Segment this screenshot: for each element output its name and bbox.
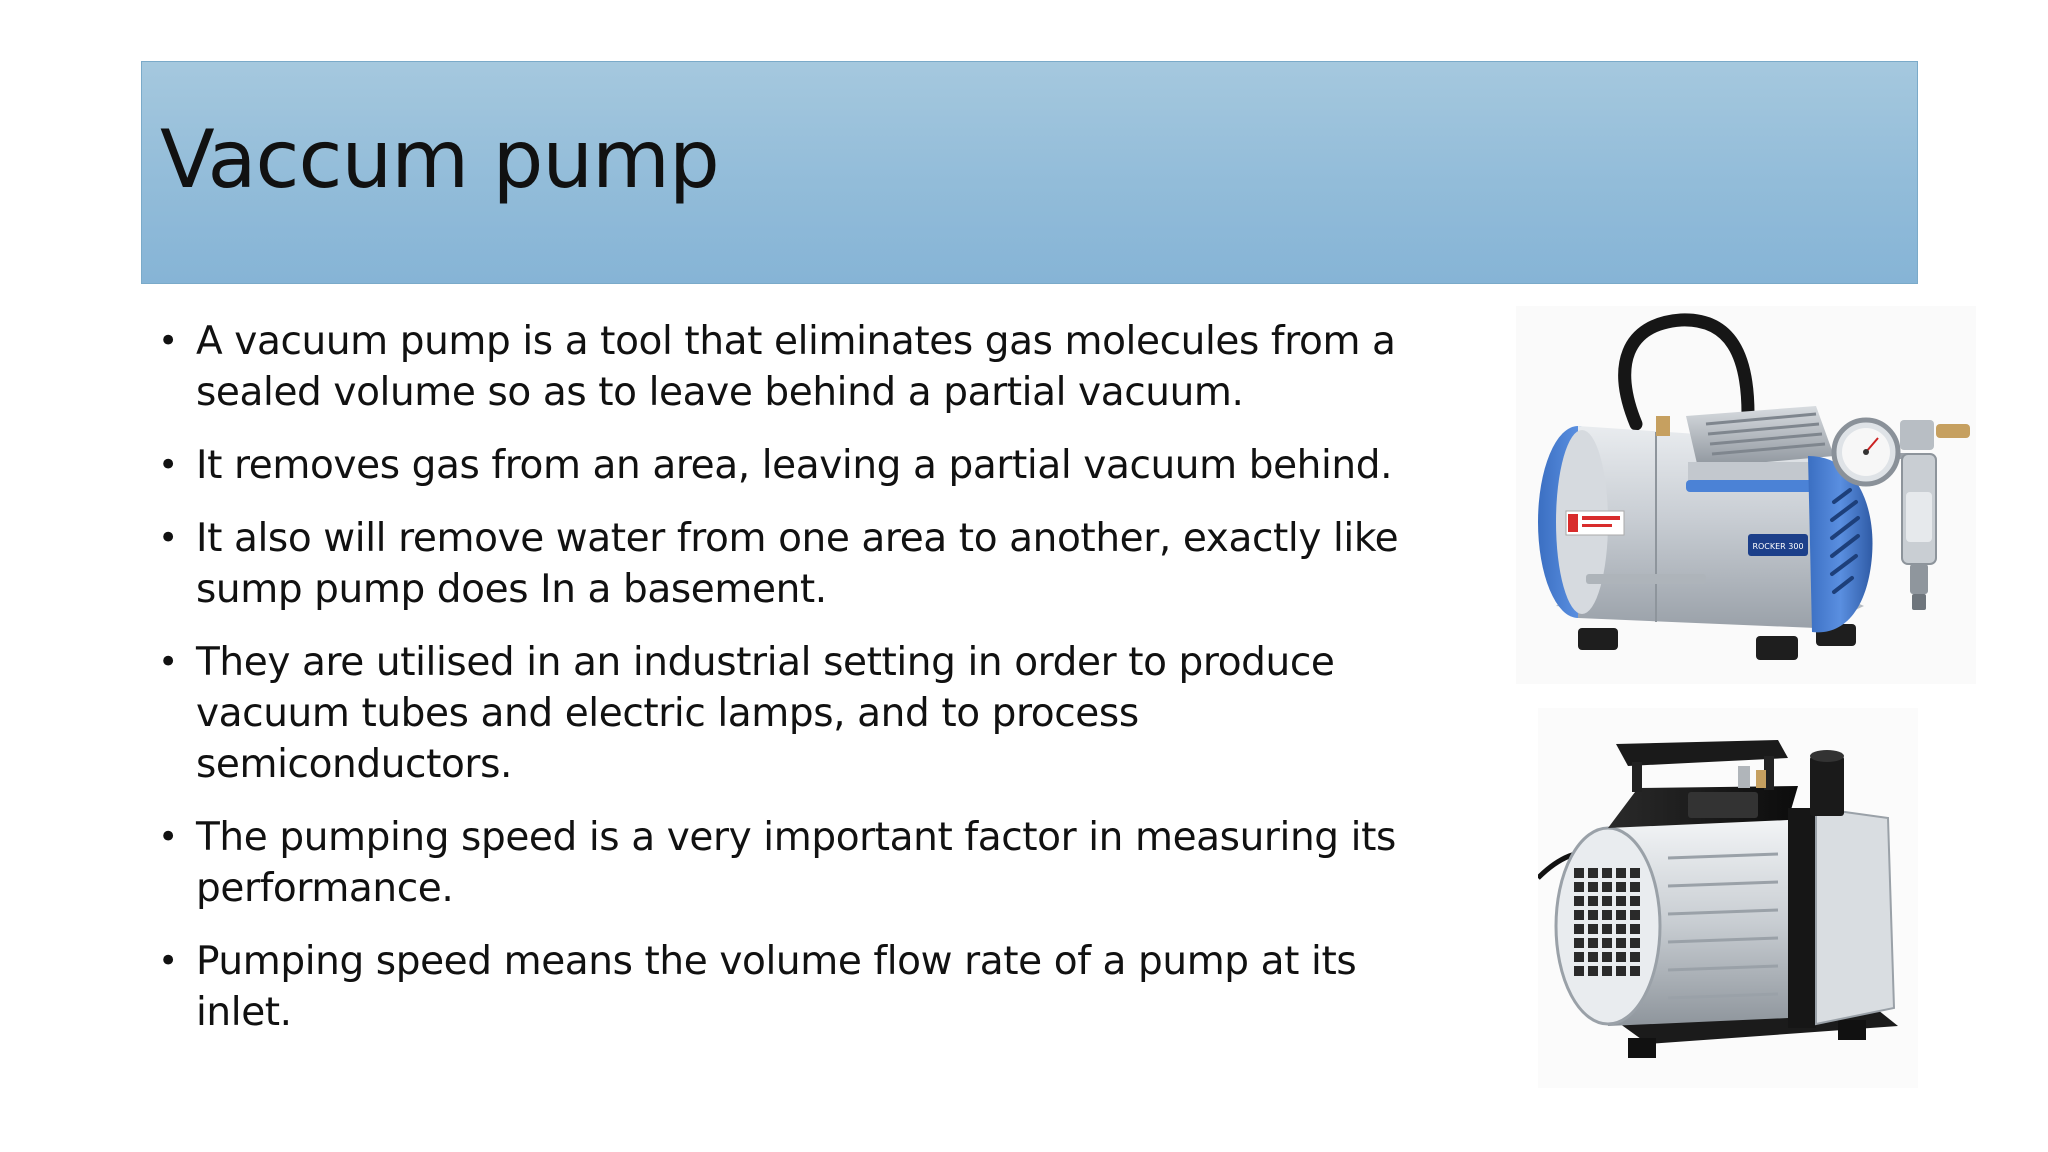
bullet-text: They are utilised in an industrial setting in order to produce vacuum tubes and electric lamps, and to process semiconductors. — [196, 640, 1335, 787]
bullet-item — [158, 440, 1408, 491]
bullet-marker: • — [158, 941, 178, 981]
title-bar — [141, 61, 1918, 284]
bullet-list — [158, 316, 1408, 1060]
bullet-marker: • — [158, 642, 178, 682]
bullet-text: It removes gas from an area, leaving a partial vacuum behind. — [196, 443, 1393, 488]
bullet-marker: • — [158, 817, 178, 857]
bullet-marker: • — [158, 518, 178, 558]
bullet-item — [158, 812, 1408, 914]
bullet-item — [158, 936, 1408, 1038]
slide-title: Vaccum pump — [160, 113, 719, 206]
rotary-vacuum-pump-blue-image — [1516, 306, 1976, 684]
bullet-text: It also will remove water from one area to another, exactly like sump pump does In a basement. — [196, 516, 1399, 612]
bullet-item — [158, 637, 1408, 790]
bullet-marker: • — [158, 321, 178, 361]
bullet-item — [158, 513, 1408, 615]
bullet-marker: • — [158, 445, 178, 485]
pump-illustration-2 — [1538, 708, 1918, 1088]
bullet-text: A vacuum pump is a tool that eliminates gas molecules from a sealed volume so as to leave behind a partial vacuum. — [196, 319, 1396, 415]
bullet-text: The pumping speed is a very important factor in measuring its performance. — [196, 815, 1396, 911]
vacuum-pump-silver-image — [1538, 708, 1918, 1088]
pump-illustration-1 — [1516, 306, 1976, 684]
bullet-item — [158, 316, 1408, 418]
model-label: ROCKER 300 — [1752, 542, 1804, 551]
bullet-text: Pumping speed means the volume flow rate of a pump at its inlet. — [196, 939, 1357, 1035]
